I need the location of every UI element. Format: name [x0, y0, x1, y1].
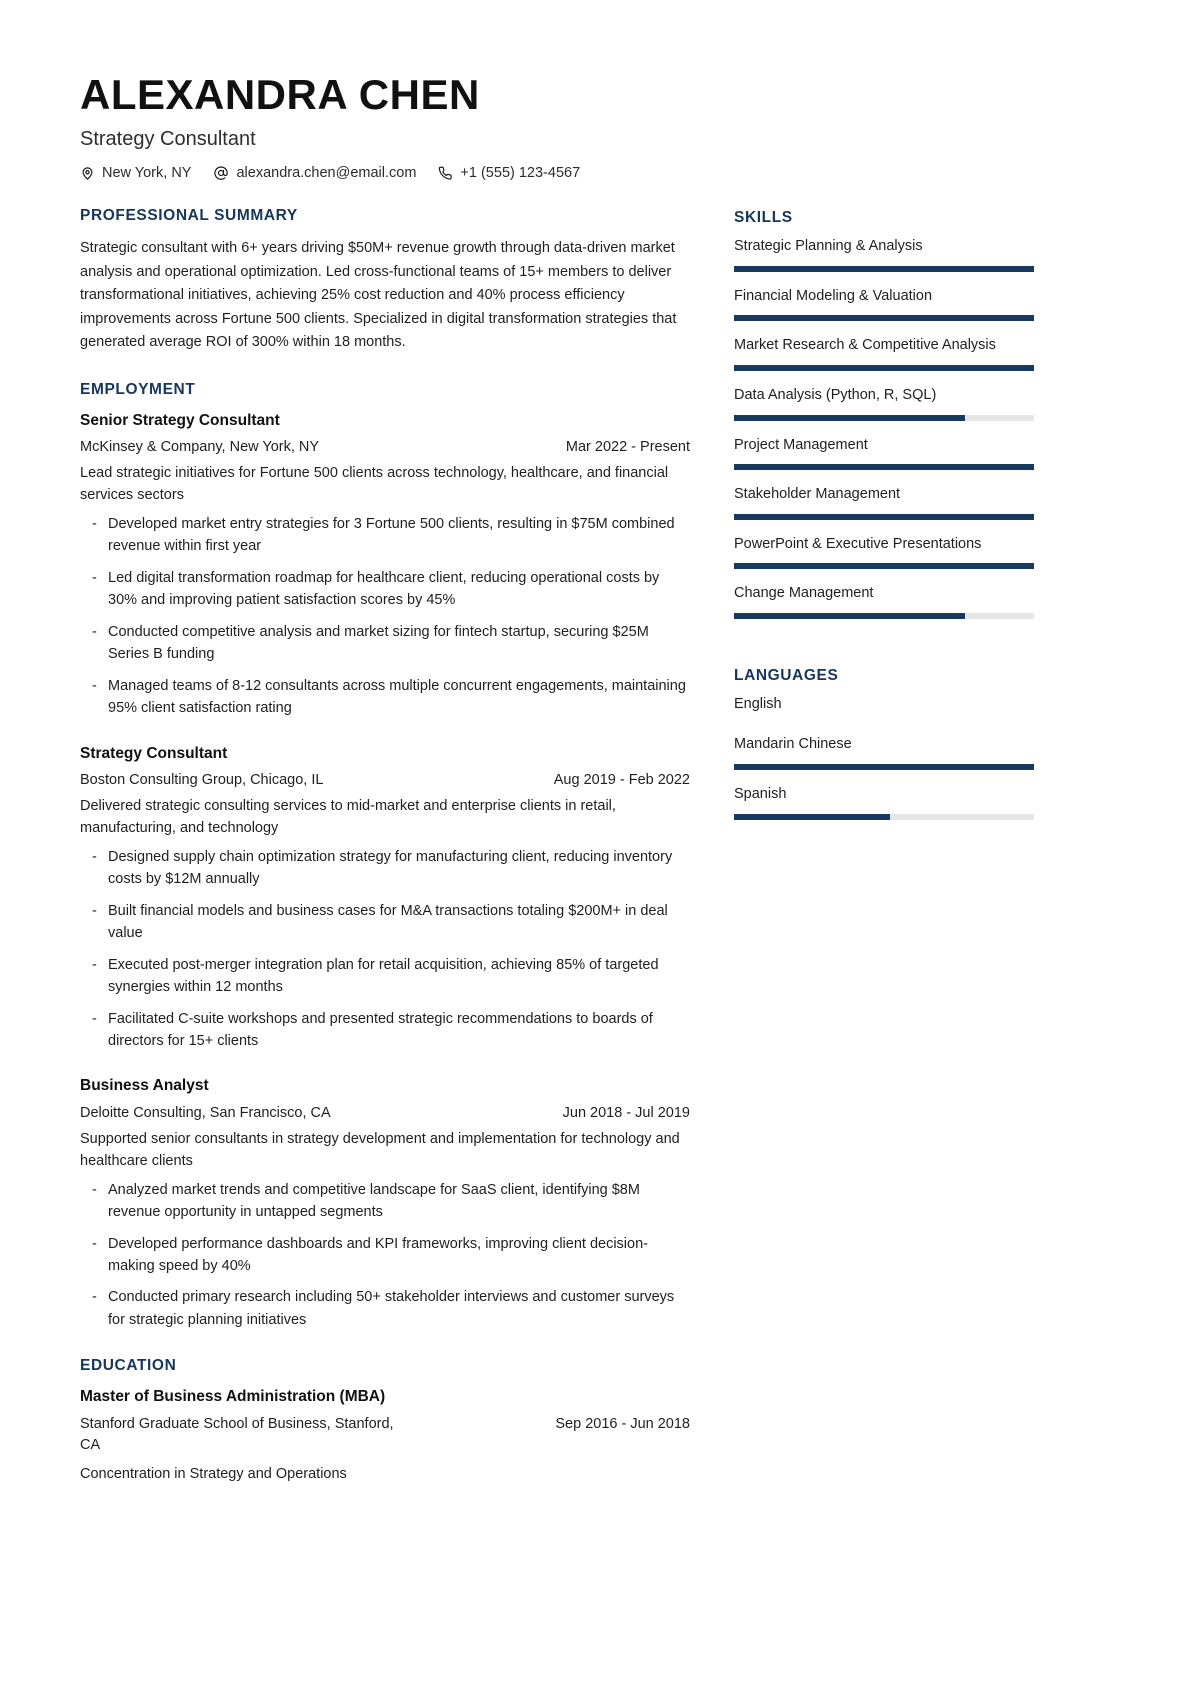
skill-level-track — [734, 514, 1034, 520]
job-company: McKinsey & Company, New York, NY — [80, 438, 320, 455]
job-bullet: - Executed post-merger integration plan for retail acquisition, achieving 85% of targeted synergies within 12 months — [80, 954, 690, 999]
job-bullet: - Analyzed market trends and competitive landscape for SaaS client, identifying $8M revenue opportunity in untapped segments — [80, 1179, 690, 1224]
skill-item — [734, 584, 1034, 619]
skill-item — [734, 237, 1034, 272]
education-entry — [80, 1387, 690, 1485]
section-title-employment: EMPLOYMENT — [80, 380, 196, 398]
skill-level-fill — [734, 365, 1034, 371]
job-description: Delivered strategic consulting services to mid-market and enterprise clients in retail, manufacturing, and technology — [80, 797, 616, 837]
contact-email-value: alexandra.chen@email.com — [236, 165, 417, 182]
skill-level-fill — [734, 464, 1034, 470]
language-label: English — [734, 695, 782, 712]
section-languages — [734, 667, 1034, 820]
job-bullet: - Developed performance dashboards and KPI frameworks, improving client decision-making speed by 40% — [80, 1233, 690, 1278]
education-meta — [80, 1414, 690, 1456]
contact-email[interactable] — [213, 165, 416, 181]
language-label: Mandarin Chinese — [734, 736, 852, 753]
section-title-languages: LANGUAGES — [734, 666, 839, 684]
language-level-fill — [734, 814, 890, 820]
skill-label: Stakeholder Management — [734, 486, 901, 503]
education-note: Concentration in Strategy and Operations — [80, 1465, 347, 1482]
skill-level-track — [734, 464, 1034, 470]
main-column — [80, 207, 690, 1511]
job-bullet: - Conducted competitive analysis and market sizing for fintech startup, securing $25M Series B funding — [80, 621, 690, 666]
skill-item — [734, 386, 1034, 421]
contact-phone-value: +1 (555) 123-4567 — [460, 165, 581, 182]
skill-level-fill — [734, 415, 965, 421]
skill-level-track — [734, 315, 1034, 321]
resume-header — [80, 72, 1120, 181]
job-bullet: - Built financial models and business cases for M&A transactions totaling $200M+ in deal value — [80, 900, 690, 945]
contact-location-value: New York, NY — [102, 165, 192, 182]
job-meta — [80, 770, 690, 791]
employment-entry — [80, 1076, 690, 1331]
skill-level-fill — [734, 514, 1034, 520]
skill-level-track — [734, 365, 1034, 371]
job-dates: Mar 2022 - Present — [565, 438, 690, 455]
employment-entry — [80, 411, 690, 720]
job-description: Lead strategic initiatives for Fortune 500 clients across technology, healthcare, and financial services sectors — [80, 464, 669, 504]
skill-label: Strategic Planning & Analysis — [734, 238, 923, 255]
phone-icon — [438, 166, 453, 181]
job-role: Strategy Consultant — [80, 744, 228, 762]
education-school: Stanford Graduate School of Business, Stanford, CA — [80, 1415, 394, 1453]
education-degree: Master of Business Administration (MBA) — [80, 1388, 386, 1406]
job-bullet: - Conducted primary research including 50+ stakeholder interviews and customer surveys for strategic planning initiatives — [80, 1286, 690, 1331]
skill-level-fill — [734, 266, 1034, 272]
candidate-name: ALEXANDRA CHEN — [80, 71, 480, 118]
contact-location — [80, 165, 191, 181]
job-dates: Jun 2018 - Jul 2019 — [562, 1104, 690, 1121]
job-bullet-list — [80, 513, 690, 720]
job-bullet: - Managed teams of 8-12 consultants across multiple concurrent engagements, maintaining 95% client satisfaction rating — [80, 675, 690, 720]
skill-label: Data Analysis (Python, R, SQL) — [734, 387, 937, 404]
contact-phone[interactable] — [438, 165, 580, 181]
section-skills — [734, 209, 1034, 619]
skill-item — [734, 336, 1034, 371]
language-level-track — [734, 764, 1034, 770]
summary-text: Strategic consultant with 6+ years driving $50M+ revenue growth through data-driven market analysis and operational optimization. Led cross-functional teams of 15+ members to deliver transformational initiatives, achieving 25% cost reduction and 40% process efficiency improvements across Fortune 500 clients. Specialized in digital transformation strategies that generated average ROI of 300% within 18 months. — [80, 240, 677, 351]
language-item — [734, 695, 1034, 715]
job-bullet: - Led digital transformation roadmap for healthcare client, reducing operational costs by 30% and improving patient satisfaction scores by 45% — [80, 567, 690, 612]
job-bullet: - Designed supply chain optimization strategy for manufacturing client, reducing inventory costs by $12M annually — [80, 846, 690, 891]
job-bullet: - Developed market entry strategies for 3 Fortune 500 clients, resulting in $75M combined revenue within first year — [80, 513, 690, 558]
contact-row — [80, 165, 1120, 181]
language-label: Spanish — [734, 785, 787, 802]
education-dates: Sep 2016 - Jun 2018 — [555, 1415, 690, 1432]
language-level-fill — [734, 764, 1034, 770]
skill-label: Change Management — [734, 585, 874, 602]
skill-item — [734, 287, 1034, 322]
employment-entry — [80, 744, 690, 1053]
language-item — [734, 785, 1034, 820]
job-dates: Aug 2019 - Feb 2022 — [553, 771, 690, 788]
section-title-summary: PROFESSIONAL SUMMARY — [80, 207, 298, 225]
skill-item — [734, 535, 1034, 570]
job-bullet: - Facilitated C-suite workshops and presented strategic recommendations to boards of directors for 15+ clients — [80, 1008, 690, 1053]
skill-level-fill — [734, 613, 965, 619]
candidate-job-title: Strategy Consultant — [80, 128, 256, 151]
section-title-skills: SKILLS — [734, 209, 793, 227]
skill-label: Market Research & Competitive Analysis — [734, 337, 996, 354]
resume-body — [80, 207, 1120, 1511]
job-company: Deloitte Consulting, San Francisco, CA — [80, 1104, 331, 1121]
job-bullet-list — [80, 846, 690, 1053]
job-description: Supported senior consultants in strategy development and implementation for technology and healthcare clients — [80, 1130, 680, 1170]
skill-item — [734, 485, 1034, 520]
at-sign-icon — [213, 165, 229, 181]
location-pin-icon — [80, 166, 95, 181]
sidebar-column — [734, 207, 1034, 845]
language-level-track — [734, 814, 1034, 820]
section-employment — [80, 381, 690, 1332]
job-role: Senior Strategy Consultant — [80, 411, 280, 429]
language-item — [734, 735, 1034, 770]
skill-label: Financial Modeling & Valuation — [734, 287, 933, 304]
skill-level-fill — [734, 563, 1034, 569]
sidebar-spacer — [734, 645, 1034, 667]
skill-level-track — [734, 563, 1034, 569]
skill-level-track — [734, 415, 1034, 421]
skill-label: Project Management — [734, 436, 868, 453]
job-meta — [80, 437, 690, 458]
job-meta — [80, 1103, 690, 1124]
skill-item — [734, 436, 1034, 471]
section-education — [80, 1357, 690, 1485]
job-company: Boston Consulting Group, Chicago, IL — [80, 771, 324, 788]
job-bullet-list — [80, 1179, 690, 1332]
skill-level-fill — [734, 315, 1034, 321]
skill-level-track — [734, 266, 1034, 272]
section-professional-summary — [80, 207, 690, 354]
job-role: Business Analyst — [80, 1077, 209, 1095]
skill-level-track — [734, 613, 1034, 619]
skill-label: PowerPoint & Executive Presentations — [734, 535, 982, 552]
section-title-education: EDUCATION — [80, 1357, 177, 1375]
